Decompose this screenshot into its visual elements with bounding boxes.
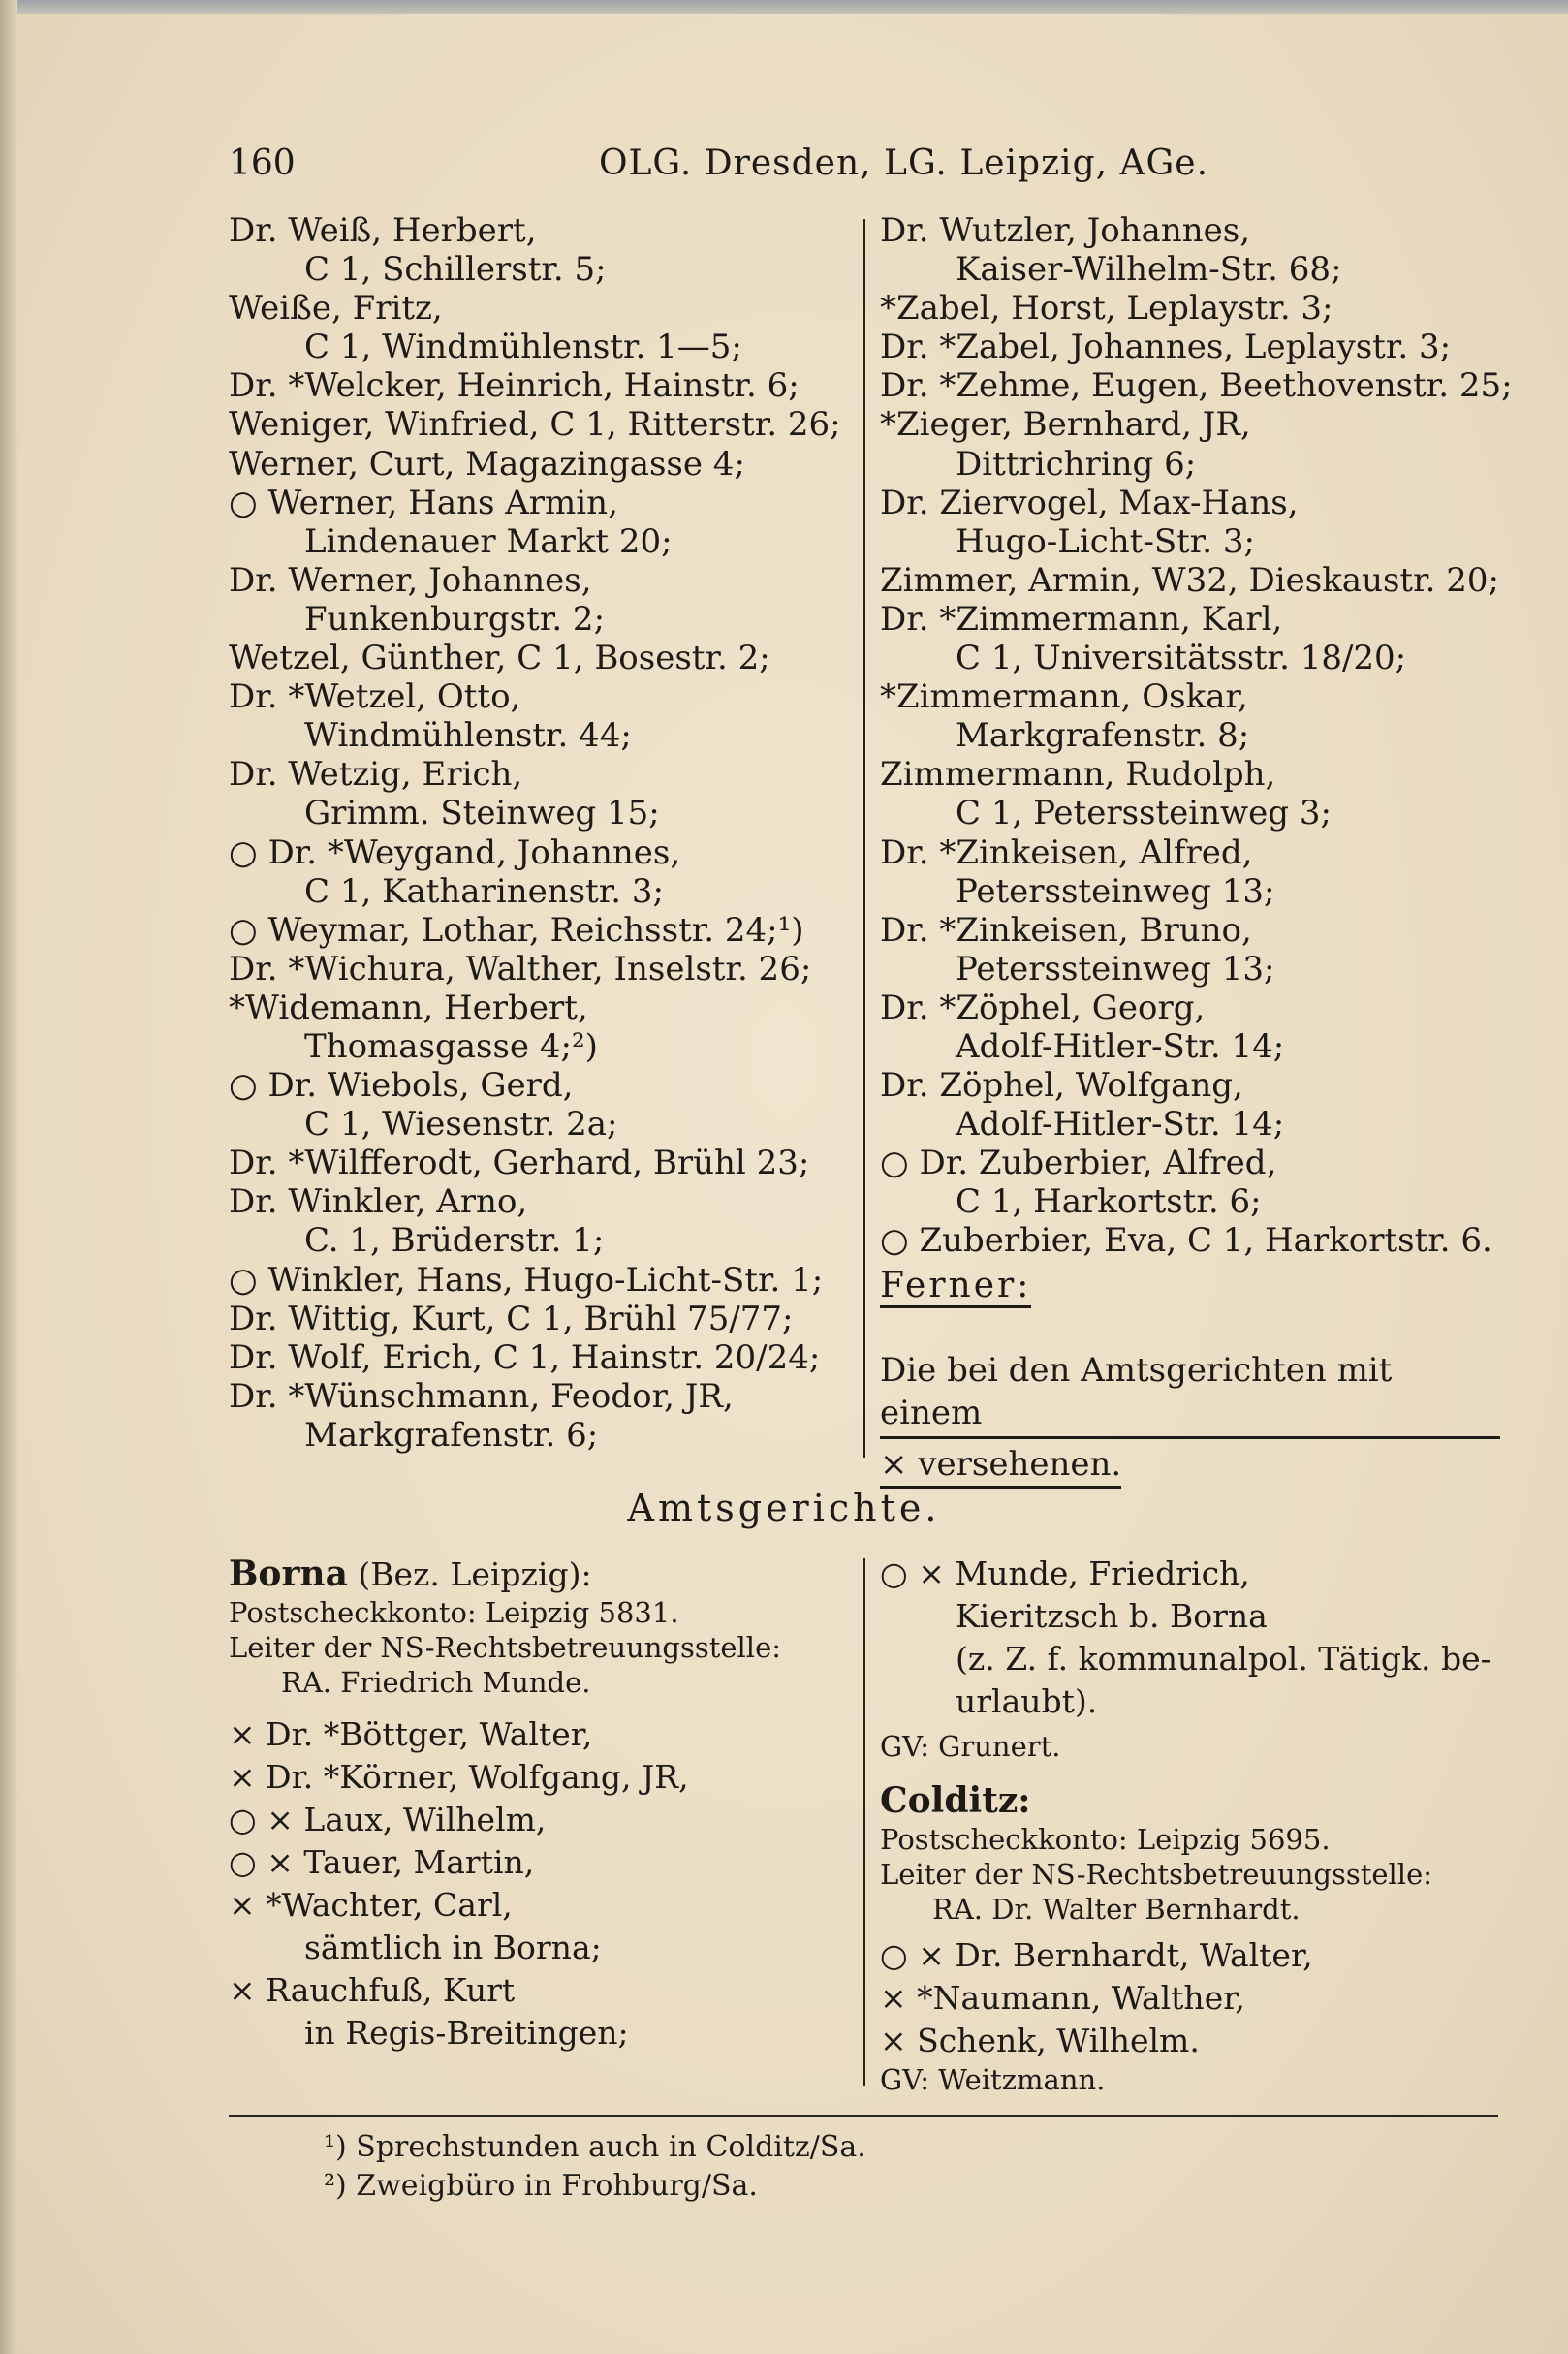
directory-entry: Adolf-Hitler-Str. 14; (956, 1105, 1285, 1145)
directory-entry: C 1, Harkortstr. 6; (956, 1182, 1262, 1222)
court-entry: × Dr. *Körner, Wolfgang, JR, (229, 1758, 689, 1796)
directory-entry: Dr. Wolf, Erich, C 1, Hainstr. 20/24; (229, 1337, 821, 1377)
ferner-note (880, 1349, 1500, 1489)
court-entry: ○ × Munde, Friedrich, (880, 1554, 1250, 1592)
directory-entry: *Zieger, Bernhard, JR, (880, 405, 1251, 445)
court-entry: in Regis-Breitingen; (304, 2014, 629, 2052)
directory-entry: ○ Winkler, Hans, Hugo-Licht-Str. 1; (229, 1260, 824, 1300)
directory-entry: C 1, Universitätsstr. 18/20; (956, 639, 1407, 678)
borna-gv: GV: Grunert. (880, 1730, 1061, 1763)
directory-entry: C 1, Peterssteinweg 3; (956, 794, 1332, 833)
directory-entry: Weiße, Fritz, (229, 289, 443, 329)
directory-entry: Dr. Wetzig, Erich, (229, 755, 523, 795)
directory-entry: Dr. Winkler, Arno, (229, 1182, 528, 1222)
directory-entry: C 1, Wiesenstr. 2a; (304, 1105, 618, 1145)
court-entry: (z. Z. f. kommunalpol. Tätigk. be- (956, 1640, 1491, 1678)
borna-heading (229, 1553, 849, 1595)
note-line-1: Die bei den Amtsgerichten mit einem (880, 1349, 1500, 1439)
directory-entry: Thomasgasse 4;²) (304, 1026, 598, 1066)
directory-entry: Dr. Weiß, Herbert, (229, 211, 537, 250)
directory-entry (880, 1267, 1520, 1305)
borna-entries-cont (880, 1553, 1520, 1723)
page-header (229, 143, 1489, 194)
directory-entry: Dr. Werner, Johannes, (229, 560, 592, 600)
directory-entry: Dr. *Wünschmann, Feodor, JR, (229, 1376, 734, 1416)
directory-entry: ○ Weymar, Lothar, Reichsstr. 24;¹) (229, 910, 804, 950)
colditz-entries (880, 1934, 1520, 2062)
directory-entry: C 1, Schillerstr. 5; (304, 250, 607, 290)
page-number: 160 (229, 143, 296, 183)
directory-entry: Dittrichring 6; (956, 444, 1197, 484)
colditz-gv: GV: Weitzmann. (880, 2063, 1106, 2096)
directory-entry: Dr. *Wilfferodt, Gerhard, Brühl 23; (229, 1144, 810, 1183)
borna-entries (229, 1713, 849, 2055)
court-entry: × Dr. *Böttger, Walter, (229, 1715, 593, 1753)
court-entry: Kieritzsch b. Borna (956, 1597, 1268, 1635)
directory-entry: Markgrafenstr. 8; (956, 716, 1250, 756)
directory-entry: Dr. *Zimmermann, Karl, (880, 599, 1283, 639)
court-entry: ○ × Dr. Bernhardt, Walter, (880, 1936, 1313, 1974)
directory-entry: Adolf-Hitler-Str. 14; (956, 1026, 1285, 1066)
court-entry: × *Naumann, Walther, (880, 1979, 1245, 2017)
scan-left-edge (0, 0, 17, 2354)
directory-entry: Dr. Ziervogel, Max-Hans, (880, 483, 1299, 522)
directory-entry: Funkenburgstr. 2; (304, 599, 606, 639)
directory-entry: ○ Dr. *Weygand, Johannes, (229, 832, 681, 872)
directory-entry: C. 1, Brüderstr. 1; (304, 1221, 605, 1261)
footnotes (324, 2128, 866, 2206)
directory-entry: Lindenauer Markt 20; (304, 521, 673, 561)
directory-entry: Dr. *Zehme, Eugen, Beethovenstr. 25; (880, 366, 1513, 406)
column-divider (863, 219, 865, 1458)
directory-entry: Dr. *Zinkeisen, Bruno, (880, 910, 1252, 950)
directory-entry: ○ Dr. Zuberbier, Alfred, (880, 1144, 1277, 1183)
directory-entry: Windmühlenstr. 44; (304, 716, 632, 756)
borna-leiter-name: RA. Friedrich Munde. (281, 1666, 591, 1699)
borna-leiter-label: Leiter der NS-Rechtsbetreuungsstelle: (229, 1631, 782, 1664)
court-name-colditz: Colditz: (880, 1780, 1031, 1821)
footnote: ¹) Sprechstunden auch in Colditz/Sa. (324, 2130, 866, 2164)
directory-entry: Dr. Zöphel, Wolfgang, (880, 1066, 1243, 1106)
right-column (880, 211, 1520, 1305)
directory-entry: Markgrafenstr. 6; (304, 1415, 599, 1455)
directory-entry: Dr. *Zinkeisen, Alfred, (880, 832, 1253, 872)
directory-entry: C 1, Windmühlenstr. 1—5; (304, 328, 742, 367)
directory-entry: Weniger, Winfried, C 1, Ritterstr. 26; (229, 405, 841, 445)
directory-entry: ○ Werner, Hans Armin, (229, 483, 618, 522)
directory-entry: Zimmer, Armin, W32, Dieskaustr. 20; (880, 560, 1499, 600)
court-district: (Bez. Leipzig): (347, 1555, 592, 1593)
directory-entry: Zimmermann, Rudolph, (880, 755, 1276, 795)
court-entry: sämtlich in Borna; (304, 1929, 602, 1966)
directory-entry: ○ Zuberbier, Eva, C 1, Harkortstr. 6. (880, 1221, 1492, 1261)
section-title: Amtsgerichte. (627, 1487, 941, 1529)
directory-entry: Dr. *Zabel, Johannes, Leplaystr. 3; (880, 328, 1452, 367)
directory-entry: Dr. Wittig, Kurt, C 1, Brühl 75/77; (229, 1299, 794, 1338)
court-name: Borna (229, 1554, 348, 1594)
footnote: ²) Zweigbüro in Frohburg/Sa. (324, 2169, 758, 2203)
directory-entry: *Zabel, Horst, Leplaystr. 3; (880, 289, 1333, 329)
court-entry: × Rauchfuß, Kurt (229, 1971, 516, 2009)
colditz-leiter-name: RA. Dr. Walter Bernhardt. (932, 1893, 1301, 1926)
borna-postscheck: Postscheckkonto: Leipzig 5831. (229, 1596, 679, 1629)
directory-entry: Grimm. Steinweg 15; (304, 794, 660, 833)
court-entry: × *Wachter, Carl, (229, 1886, 513, 1924)
footnote-rule (229, 2115, 1498, 2117)
left-column (229, 211, 849, 1455)
running-title: OLG. Dresden, LG. Leipzig, AGe. (599, 143, 1209, 183)
court-entry: ○ × Laux, Wilhelm, (229, 1801, 547, 1838)
directory-entry: Hugo-Licht-Str. 3; (956, 521, 1255, 561)
directory-entry: Dr. *Welcker, Heinrich, Hainstr. 6; (229, 366, 800, 406)
colditz-leiter-label: Leiter der NS-Rechtsbetreuungsstelle: (880, 1858, 1433, 1891)
court-entry: × Schenk, Wilhelm. (880, 2022, 1200, 2059)
directory-entry: Werner, Curt, Magazingasse 4; (229, 444, 745, 484)
directory-entry: Peterssteinweg 13; (956, 949, 1275, 989)
directory-entry: Kaiser-Wilhelm-Str. 68; (956, 250, 1342, 290)
directory-entry: Dr. *Wichura, Walther, Inselstr. 26; (229, 949, 812, 989)
directory-entry: Dr. Wutzler, Johannes, (880, 211, 1251, 250)
borna-section (229, 1553, 849, 2055)
directory-entry: *Widemann, Herbert, (229, 988, 588, 1027)
directory-entry: Dr. *Zöphel, Georg, (880, 988, 1206, 1027)
directory-entry: Dr. *Wetzel, Otto, (229, 677, 521, 717)
directory-entry: Peterssteinweg 13; (956, 871, 1275, 911)
court-entry: ○ × Tauer, Martin, (229, 1843, 535, 1881)
directory-entry: ○ Dr. Wiebols, Gerd, (229, 1066, 574, 1106)
right-lower-column (880, 1553, 1520, 2097)
directory-entry: C 1, Katharinenstr. 3; (304, 871, 664, 911)
directory-entry: *Zimmermann, Oskar, (880, 677, 1248, 717)
note-line-2: × versehenen. (880, 1443, 1121, 1489)
court-entry: urlaubt). (956, 1682, 1098, 1720)
directory-entry: Wetzel, Günther, C 1, Bosestr. 2; (229, 639, 770, 678)
column-divider-lower (863, 1558, 865, 2086)
ferner-label: Ferner: (880, 1267, 1031, 1308)
scan-top-edge (0, 0, 1568, 14)
colditz-postscheck: Postscheckkonto: Leipzig 5695. (880, 1823, 1331, 1856)
